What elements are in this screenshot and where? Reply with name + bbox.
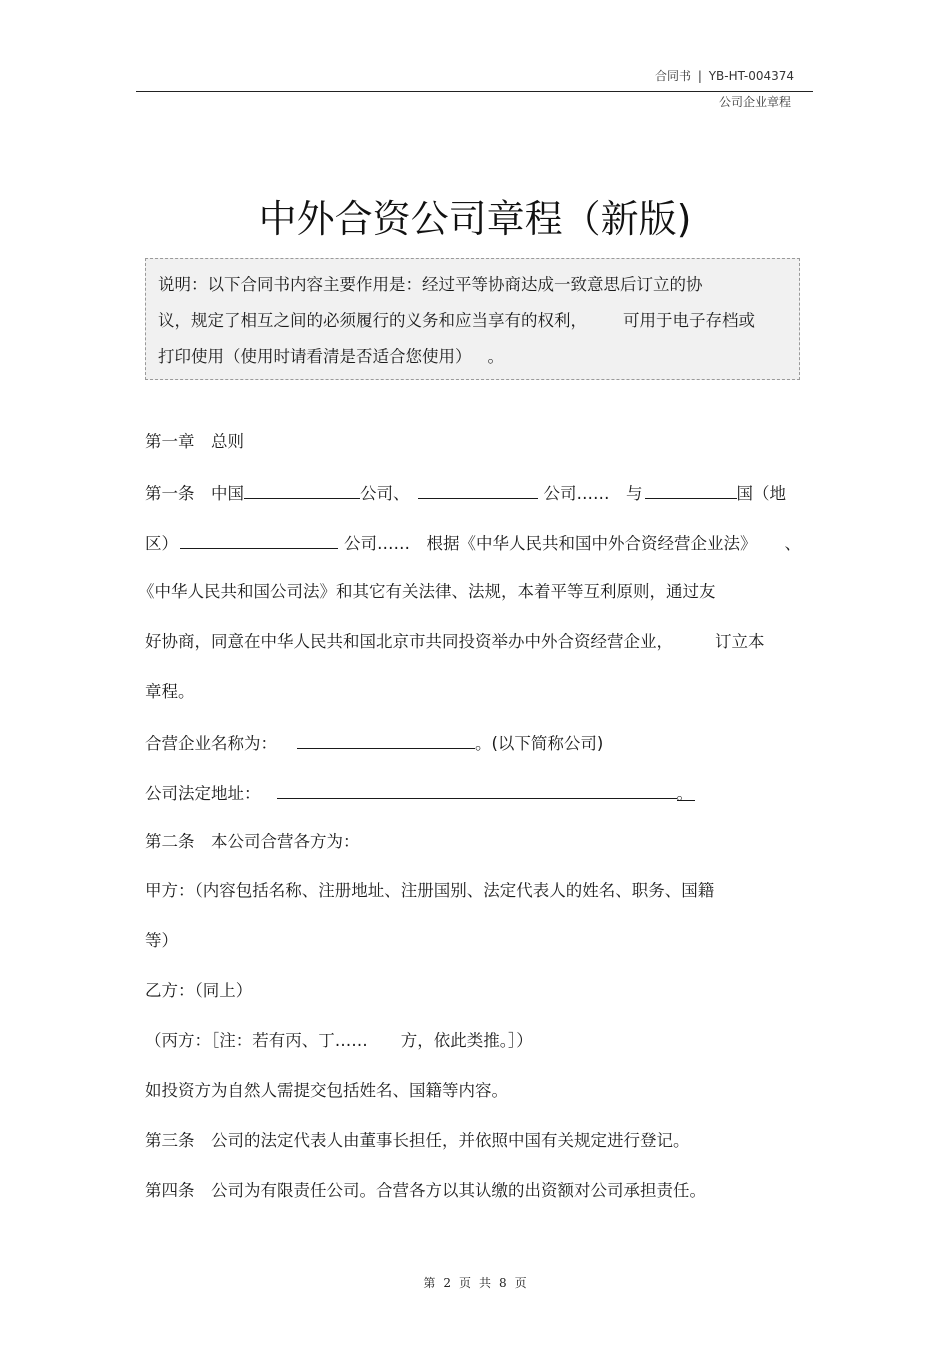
article-1-line-1 bbox=[145, 480, 786, 506]
article-1-text-d: 国（地 bbox=[736, 484, 786, 503]
footer-page-number: 2 bbox=[443, 1276, 451, 1290]
note-line-1: 说明：以下合同书内容主要作用是：经过平等协商达成一致意思后订立的协 bbox=[158, 275, 703, 294]
blank-company-2 bbox=[418, 480, 538, 499]
footer-text-page: 页 bbox=[458, 1276, 471, 1290]
page-title: 中外合资公司章程（新版) bbox=[258, 197, 692, 241]
note-line-3b: 。 bbox=[487, 347, 504, 366]
note-box bbox=[145, 258, 800, 380]
party-c: （丙方：［注：若有丙、丁…… 方，依此类推。］） bbox=[145, 1031, 533, 1050]
blank-country bbox=[645, 480, 737, 499]
company-address-suffix: 。 bbox=[676, 784, 693, 803]
company-address-line bbox=[145, 780, 695, 806]
footer-prefix: 第 bbox=[423, 1276, 436, 1290]
article-1-text-e: 区） bbox=[145, 534, 178, 553]
blank-company-name bbox=[297, 730, 475, 749]
article-1-line-3: 《中华人民共和国公司法》和其它有关法律、法规，本着平等互利原则，通过友 bbox=[138, 582, 716, 601]
natural-person-note: 如投资方为自然人需提交包括姓名、国籍等内容。 bbox=[145, 1081, 508, 1100]
note-line-3 bbox=[158, 339, 787, 375]
header-doc-info bbox=[655, 67, 794, 84]
article-1-text-g: 、 bbox=[784, 534, 801, 553]
article-1-text-f: 公司…… 根据《中华人民共和国中外合资经营企业法》 bbox=[344, 534, 757, 553]
article-1-text-a: 第一条 中国 bbox=[145, 484, 244, 503]
chapter-heading: 第一章 总则 bbox=[145, 432, 244, 451]
party-a: 甲方：（内容包括名称、注册地址、注册国别、法定代表人的姓名、职务、国籍 bbox=[145, 881, 715, 900]
note-line-2b: 可用于电子存档或 bbox=[623, 311, 755, 330]
note-line-3a: 打印使用（使用时请看清是否适合您使用） bbox=[158, 347, 472, 366]
company-address-label: 公司法定地址： bbox=[145, 784, 261, 803]
party-b: 乙方：（同上） bbox=[145, 981, 253, 1000]
party-a-continued: 等） bbox=[145, 931, 178, 950]
header-rule bbox=[136, 91, 813, 92]
footer-suffix: 页 bbox=[514, 1276, 527, 1290]
article-1-line-4 bbox=[145, 630, 765, 654]
header-separator: | bbox=[697, 69, 702, 83]
article-1-text-b: 公司、 bbox=[360, 484, 410, 503]
article-1-text-c: 公司…… 与 bbox=[543, 484, 643, 503]
blank-foreign-company bbox=[180, 530, 338, 549]
company-name-label: 合营企业名称为： bbox=[145, 734, 277, 753]
article-1-text-i: 好协商，同意在中华人民共和国北京市共同投资举办中外合资经营企业， bbox=[145, 632, 673, 651]
footer-total-pages: 8 bbox=[499, 1276, 507, 1290]
header-category: 公司企业章程 bbox=[719, 95, 792, 109]
blank-chinese-company bbox=[244, 480, 360, 499]
company-name-line bbox=[145, 730, 603, 756]
header-doc-type: 合同书 bbox=[655, 69, 692, 83]
article-1-line-5: 章程。 bbox=[145, 682, 195, 701]
article-4: 第四条 公司为有限责任公司。合营各方以其认缴的出资额对公司承担责任。 bbox=[145, 1181, 706, 1200]
header-doc-id: YB-HT-004374 bbox=[708, 69, 795, 83]
footer-text-total: 共 bbox=[479, 1276, 492, 1290]
article-1-text-j: 订立本 bbox=[715, 632, 765, 651]
blank-company-address bbox=[277, 780, 677, 799]
article-1-line-2 bbox=[145, 530, 801, 556]
article-3: 第三条 公司的法定代表人由董事长担任，并依照中国有关规定进行登记。 bbox=[145, 1131, 690, 1150]
note-line-2 bbox=[158, 303, 787, 339]
page-footer bbox=[0, 1274, 950, 1291]
company-name-suffix: 。(以下简称公司) bbox=[475, 734, 604, 753]
note-line-2a: 议，规定了相互之间的必须履行的义务和应当享有的权利， bbox=[158, 311, 587, 330]
article-2: 第二条 本公司合营各方为： bbox=[145, 832, 360, 851]
